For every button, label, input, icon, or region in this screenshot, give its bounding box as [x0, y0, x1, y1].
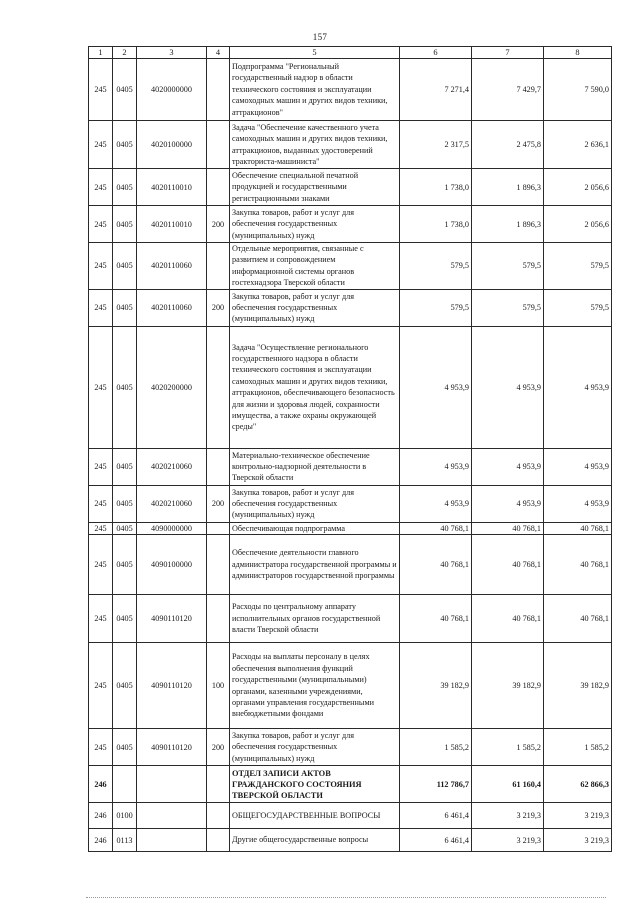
description-cell: Закупка товаров, работ и услуг для обеспечения государственных (муниципальных) нужд — [230, 206, 400, 243]
description-cell: Расходы на выплаты персоналу в целях обеспечения выполнения функций государственными (муниципальными) органами, казенными учреждениями, органами управления государственными внебюджетными фондами — [230, 643, 400, 729]
expense-type-cell — [207, 448, 230, 485]
expense-type-cell: 200 — [207, 729, 230, 766]
section-cell: 0405 — [113, 121, 137, 169]
header-cell-8: 8 — [544, 47, 612, 59]
amount-cell: 62 866,3 — [544, 766, 612, 803]
page-number: 157 — [312, 32, 328, 42]
amount-cell: 6 461,4 — [400, 803, 472, 829]
section-cell: 0405 — [113, 243, 137, 290]
amount-cell: 39 182,9 — [544, 643, 612, 729]
description-cell: ОТДЕЛ ЗАПИСИ АКТОВ ГРАЖДАНСКОГО СОСТОЯНИЯ ТВЕРСКОЙ ОБЛАСТИ — [230, 766, 400, 803]
amount-cell: 4 953,9 — [400, 485, 472, 522]
code-cell: 245 — [89, 326, 113, 448]
section-cell: 0405 — [113, 326, 137, 448]
description-cell: Подпрограмма "Региональный государственный надзор в области технического состояния и эксплуатации самоходных машин и других видов техники, аттракционов" — [230, 59, 400, 121]
amount-cell: 579,5 — [472, 289, 544, 326]
amount-cell: 4 953,9 — [472, 485, 544, 522]
code-cell: 245 — [89, 169, 113, 206]
section-cell: 0405 — [113, 59, 137, 121]
amount-cell: 6 461,4 — [400, 829, 472, 852]
description-cell: Материально-техническое обеспечение контрольно-надзорной деятельности в Тверской области — [230, 448, 400, 485]
target-article-cell: 4020100000 — [137, 121, 207, 169]
table-row — [89, 243, 612, 290]
amount-cell: 40 768,1 — [400, 535, 472, 595]
amount-cell: 1 585,2 — [544, 729, 612, 766]
target-article-cell: 4090110120 — [137, 595, 207, 643]
amount-cell: 4 953,9 — [400, 448, 472, 485]
table-row — [89, 535, 612, 595]
table-row — [89, 59, 612, 121]
amount-cell: 1 738,0 — [400, 169, 472, 206]
description-cell: Задача "Обеспечение качественного учета самоходных машин и других видов техники, аттракционов, выданных удостоверений тракториста-машиниста" — [230, 121, 400, 169]
expense-type-cell — [207, 169, 230, 206]
amount-cell: 1 896,3 — [472, 169, 544, 206]
target-article-cell: 4090110120 — [137, 643, 207, 729]
header-cell-7: 7 — [472, 47, 544, 59]
amount-cell: 112 786,7 — [400, 766, 472, 803]
description-cell: Расходы по центральному аппарату исполнительных органов государственной власти Тверской области — [230, 595, 400, 643]
expense-type-cell: 200 — [207, 289, 230, 326]
description-cell: Обеспечение деятельности главного администратора государственной программы и администраторов государственной программы — [230, 535, 400, 595]
amount-cell: 579,5 — [544, 243, 612, 290]
section-cell: 0100 — [113, 803, 137, 829]
amount-cell: 40 768,1 — [544, 535, 612, 595]
target-article-cell: 4020210060 — [137, 485, 207, 522]
description-cell: Другие общегосударственные вопросы — [230, 829, 400, 852]
target-article-cell: 4020200000 — [137, 326, 207, 448]
table-row — [89, 803, 612, 829]
amount-cell: 40 768,1 — [544, 595, 612, 643]
code-cell: 245 — [89, 595, 113, 643]
target-article-cell — [137, 829, 207, 852]
header-cell-6: 6 — [400, 47, 472, 59]
amount-cell: 1 738,0 — [400, 206, 472, 243]
code-cell: 245 — [89, 535, 113, 595]
amount-cell: 40 768,1 — [472, 595, 544, 643]
table-row — [89, 289, 612, 326]
description-cell: Закупка товаров, работ и услуг для обеспечения государственных (муниципальных) нужд — [230, 729, 400, 766]
table-row — [89, 448, 612, 485]
code-cell: 245 — [89, 643, 113, 729]
amount-cell: 7 271,4 — [400, 59, 472, 121]
amount-cell: 4 953,9 — [472, 326, 544, 448]
target-article-cell: 4020000000 — [137, 59, 207, 121]
header-cell-4: 4 — [207, 47, 230, 59]
table-row — [89, 206, 612, 243]
code-cell: 246 — [89, 803, 113, 829]
section-cell — [113, 766, 137, 803]
section-cell: 0405 — [113, 169, 137, 206]
code-cell: 245 — [89, 729, 113, 766]
amount-cell: 40 768,1 — [472, 535, 544, 595]
table-row — [89, 729, 612, 766]
amount-cell: 4 953,9 — [544, 448, 612, 485]
amount-cell: 1 585,2 — [400, 729, 472, 766]
section-cell: 0405 — [113, 729, 137, 766]
description-cell: Задача "Осуществление регионального государственного надзора в области технического состояния и эксплуатации самоходных машин и других видов техники, аттракционов, обеспечивающего безопасность для жизни и здоровья людей, сохранности имущества, а также охраны окружающей среды" — [230, 326, 400, 448]
code-cell: 245 — [89, 121, 113, 169]
amount-cell: 4 953,9 — [400, 326, 472, 448]
section-cell: 0405 — [113, 448, 137, 485]
section-cell: 0405 — [113, 643, 137, 729]
code-cell: 245 — [89, 522, 113, 534]
description-cell: Обеспечивающая подпрограмма — [230, 522, 400, 534]
amount-cell: 4 953,9 — [472, 448, 544, 485]
expense-type-cell — [207, 535, 230, 595]
amount-cell: 579,5 — [472, 243, 544, 290]
amount-cell: 2 317,5 — [400, 121, 472, 169]
header-cell-2: 2 — [113, 47, 137, 59]
amount-cell: 2 056,6 — [544, 169, 612, 206]
expense-type-cell — [207, 326, 230, 448]
table-row — [89, 121, 612, 169]
amount-cell: 39 182,9 — [472, 643, 544, 729]
expense-type-cell — [207, 766, 230, 803]
table-row — [89, 522, 612, 534]
expense-type-cell — [207, 522, 230, 534]
section-cell: 0113 — [113, 829, 137, 852]
amount-cell: 2 056,6 — [544, 206, 612, 243]
amount-cell: 579,5 — [400, 289, 472, 326]
table-row — [89, 829, 612, 852]
description-cell: ОБЩЕГОСУДАРСТВЕННЫЕ ВОПРОСЫ — [230, 803, 400, 829]
amount-cell: 3 219,3 — [544, 803, 612, 829]
target-article-cell — [137, 766, 207, 803]
target-article-cell: 4090100000 — [137, 535, 207, 595]
code-cell: 245 — [89, 485, 113, 522]
expense-type-cell: 200 — [207, 206, 230, 243]
amount-cell: 3 219,3 — [472, 829, 544, 852]
amount-cell: 61 160,4 — [472, 766, 544, 803]
target-article-cell: 4020110010 — [137, 206, 207, 243]
description-cell: Обеспечение специальной печатной продукцией и государственными регистрационными знаками — [230, 169, 400, 206]
amount-cell: 40 768,1 — [400, 522, 472, 534]
description-cell: Отдельные мероприятия, связанные с развитием и сопровождением информационной системы органов гостехнадзора Тверской области — [230, 243, 400, 290]
description-cell: Закупка товаров, работ и услуг для обеспечения государственных (муниципальных) нужд — [230, 485, 400, 522]
code-cell: 245 — [89, 59, 113, 121]
amount-cell: 40 768,1 — [400, 595, 472, 643]
amount-cell: 579,5 — [400, 243, 472, 290]
expense-type-cell — [207, 121, 230, 169]
code-cell: 245 — [89, 243, 113, 290]
table-body — [89, 47, 612, 852]
amount-cell: 4 953,9 — [544, 485, 612, 522]
table-row — [89, 595, 612, 643]
table-row — [89, 169, 612, 206]
code-cell: 246 — [89, 766, 113, 803]
expense-type-cell — [207, 59, 230, 121]
table-row — [89, 766, 612, 803]
budget-table — [88, 46, 612, 852]
expense-type-cell: 100 — [207, 643, 230, 729]
amount-cell: 7 429,7 — [472, 59, 544, 121]
target-article-cell: 4020110060 — [137, 289, 207, 326]
section-cell: 0405 — [113, 206, 137, 243]
header-cell-1: 1 — [89, 47, 113, 59]
expense-type-cell — [207, 595, 230, 643]
code-cell: 246 — [89, 829, 113, 852]
section-cell: 0405 — [113, 289, 137, 326]
table-row — [89, 485, 612, 522]
amount-cell: 39 182,9 — [400, 643, 472, 729]
amount-cell: 3 219,3 — [472, 803, 544, 829]
section-cell: 0405 — [113, 522, 137, 534]
amount-cell: 4 953,9 — [544, 326, 612, 448]
expense-type-cell: 200 — [207, 485, 230, 522]
amount-cell: 1 585,2 — [472, 729, 544, 766]
table-row — [89, 643, 612, 729]
amount-cell: 40 768,1 — [472, 522, 544, 534]
amount-cell: 2 636,1 — [544, 121, 612, 169]
code-cell: 245 — [89, 289, 113, 326]
target-article-cell: 4020110010 — [137, 169, 207, 206]
amount-cell: 3 219,3 — [544, 829, 612, 852]
description-cell: Закупка товаров, работ и услуг для обеспечения государственных (муниципальных) нужд — [230, 289, 400, 326]
target-article-cell: 4090110120 — [137, 729, 207, 766]
amount-cell: 579,5 — [544, 289, 612, 326]
table-row — [89, 326, 612, 448]
target-article-cell: 4020210060 — [137, 448, 207, 485]
header-cell-5: 5 — [230, 47, 400, 59]
expense-type-cell — [207, 803, 230, 829]
section-cell: 0405 — [113, 595, 137, 643]
expense-type-cell — [207, 829, 230, 852]
code-cell: 245 — [89, 206, 113, 243]
section-cell: 0405 — [113, 535, 137, 595]
amount-cell: 2 475,8 — [472, 121, 544, 169]
section-cell: 0405 — [113, 485, 137, 522]
code-cell: 245 — [89, 448, 113, 485]
amount-cell: 1 896,3 — [472, 206, 544, 243]
target-article-cell: 4090000000 — [137, 522, 207, 534]
table-header-row — [89, 47, 612, 59]
amount-cell: 7 590,0 — [544, 59, 612, 121]
target-article-cell: 4020110060 — [137, 243, 207, 290]
amount-cell: 40 768,1 — [544, 522, 612, 534]
target-article-cell — [137, 803, 207, 829]
expense-type-cell — [207, 243, 230, 290]
footer-print-line — [86, 897, 606, 901]
header-cell-3: 3 — [137, 47, 207, 59]
